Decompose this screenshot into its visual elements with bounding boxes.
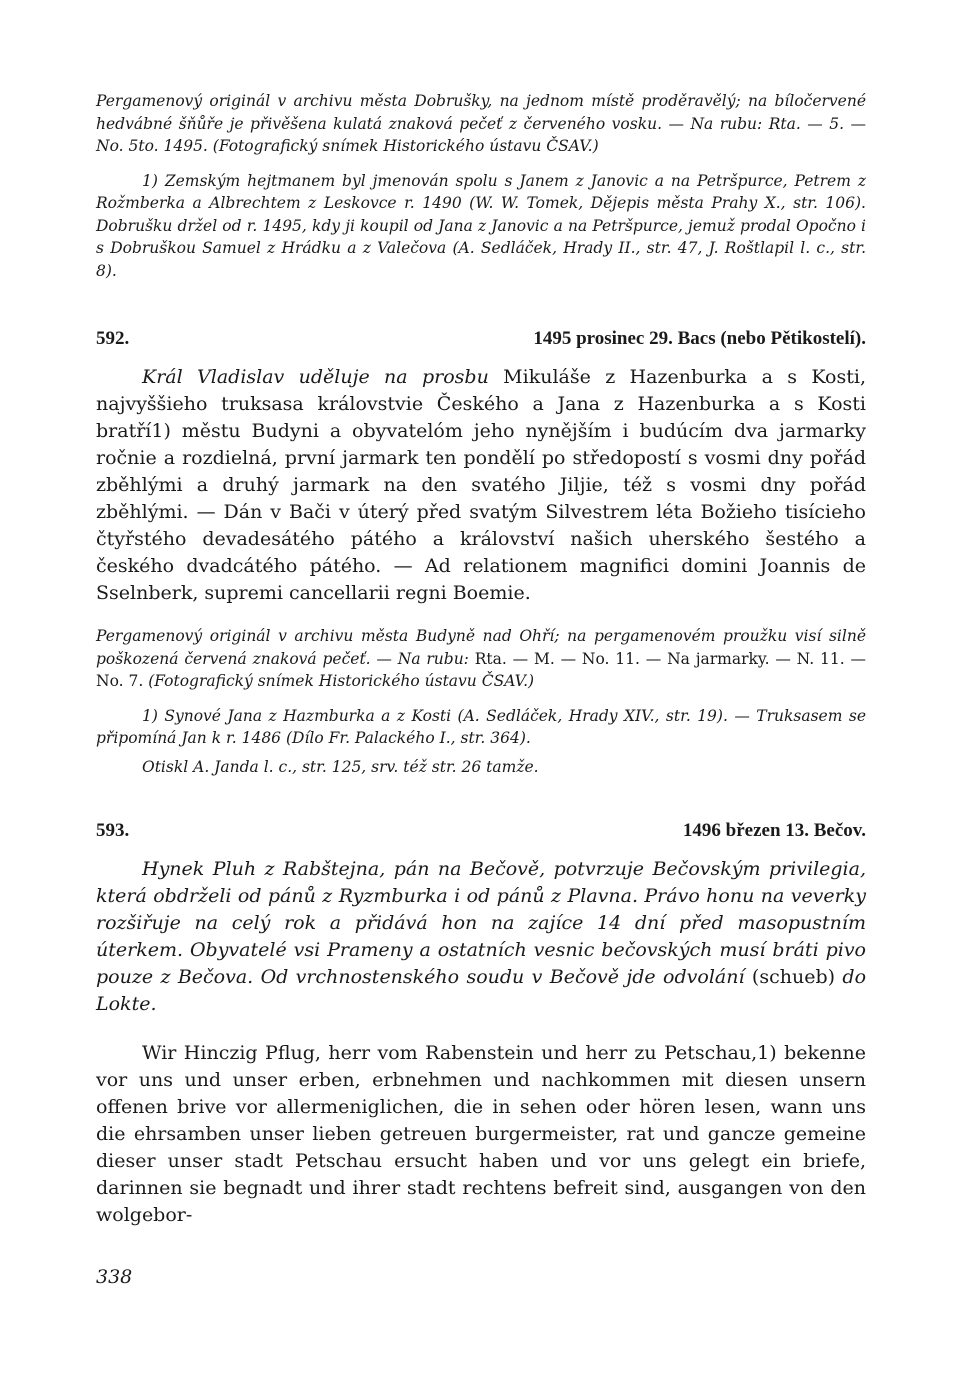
entry-593-number: 593. bbox=[96, 820, 130, 841]
entry-593-summary bbox=[96, 856, 866, 1018]
footnote-592: 1) Synové Jana z Hazmburka a z Kosti (A. Sedláček, Hrady XIV., str. 19). — Truksasem se připomíná Jan k r. 1486 (Dílo Fr. Palackého I., str. 364). bbox=[96, 706, 866, 747]
archive-note-592-tail: (Fotografický snímek Historického ústavu ČSAV.) bbox=[148, 672, 535, 690]
archive-note-prev: Pergamenový originál v archivu města Dobrušky, na jednom místě proděravělý; na bíločervené hedvábné šňůře je přivěšena kulatá znaková pečeť z červeného vosku. — Na rubu: Rta. — 5. — No. 5to. 1495. (Fotografický snímek Historického ústavu ČSAV.) bbox=[96, 92, 866, 155]
entry-593-summary-roman: (schueb) bbox=[751, 966, 836, 988]
footnote-prev: 1) Zemským hejtmanem byl jmenován spolu s Janem z Janovic a na Petršpurce, Petrem z Rožmberka a Albrechtem z Leskovce r. 1490 (W. W. Tomek, Dějepis města Prahy X., str. 106). Dobrušku držel od r. 1495, kdy ji koupil od Jana z Janovic a na Petršpurce, jemuž prodal Opočno i s Dobruškou Samuel z Hrádku a z Valečova (A. Sedláček, Hrady II., str. 47, J. Roštlapil l. c., str. 8). bbox=[96, 171, 866, 280]
entry-593-date-place: 1496 březen 13. Bečov. bbox=[682, 820, 866, 841]
archive-note-592 bbox=[96, 625, 866, 693]
entry-592-summary: Král Vladislav uděluje na prosbu bbox=[142, 366, 489, 388]
entry-592-heading bbox=[96, 328, 866, 350]
entry-592-body bbox=[96, 364, 866, 607]
printed-note-592: Otiskl A. Janda l. c., str. 125, srv. též str. 26 tamže. bbox=[142, 757, 539, 776]
entry-593-body bbox=[96, 1040, 866, 1229]
archive-note-592-roman: Rta. — M. — No. 11. — Na jarmarky. — N. 11. — No. 7. bbox=[96, 649, 866, 690]
entry-593-heading bbox=[96, 820, 866, 842]
entry-592-date-place: 1495 prosinec 29. Bacs (nebo Pětikostelí). bbox=[533, 328, 866, 349]
entry-592-text: Mikuláše z Hazenburka a s Kosti, najvyššieho truksasa královstvie Českého a Jana z Hazenburka a s Kosti bratří1) městu Budyni a obyvatelóm jeho nynějším i budúcím dva jarmarky ročnie a rozdielná, první jarmark ten pondělí po středopostí s vosmi dny pořád zběhlými a druhý jarmark na den svatého Jiljie, též s vosmi dny pořád zběhlými. — Dán v Bači v úterý před svatým Silvestrem léta Božieho tisícieho čtyřstého devadesátého pátého a království našich uherského šestého a českého dvadcátého pátého. — Ad relationem magnifici domini Joannis de Sselnberk, supremi cancellarii regni Boemie. bbox=[96, 366, 866, 604]
entry-593-summary-a: Hynek Pluh z Rabštejna, pán na Bečově, potvrzuje Bečovským privilegia, která obdrželi od pánů z Ryzmburka i od pánů z Plavna. Právo honu na veverky rozšiřuje na celý rok a přidává hon na zajíce 14 dní před masopustním úterkem. Obyvatelé vsi Prameny a ostatních vesnic bečovských musí bráti pivo pouze z Bečova. Od vrchnostenského soudu v Bečově jde odvolání bbox=[96, 858, 866, 988]
entry-593-summary-b: do Lokte. bbox=[96, 966, 867, 1015]
document-page bbox=[96, 90, 866, 1229]
entry-593-text: Wir Hinczig Pflug, herr vom Rabenstein und herr zu Petschau,1) bekenne vor uns und unser erben, erbnehmen und nachkommen mit diesen unsern offenen brive vor allermeniglichen, die in sehen oder hören lesen, wann uns die ehrsamben unser lieben getreuen burgermeister, rat und gancze gemeine dieser unser stadt Petschau ersucht haben und vor uns gelegt ein briefe, darinnen sie begnadt und ihrer stadt rechtens befreit sind, ausgangen von den wolgebor- bbox=[96, 1042, 866, 1226]
archive-note-592-italic: Pergamenový originál v archivu města Budyně nad Ohří; na pergamenovém proužku visí silně poškozená červená znaková pečeť. — Na rubu: bbox=[96, 627, 866, 668]
entry-592-number: 592. bbox=[96, 328, 130, 349]
page-number: 338 bbox=[96, 1266, 133, 1288]
